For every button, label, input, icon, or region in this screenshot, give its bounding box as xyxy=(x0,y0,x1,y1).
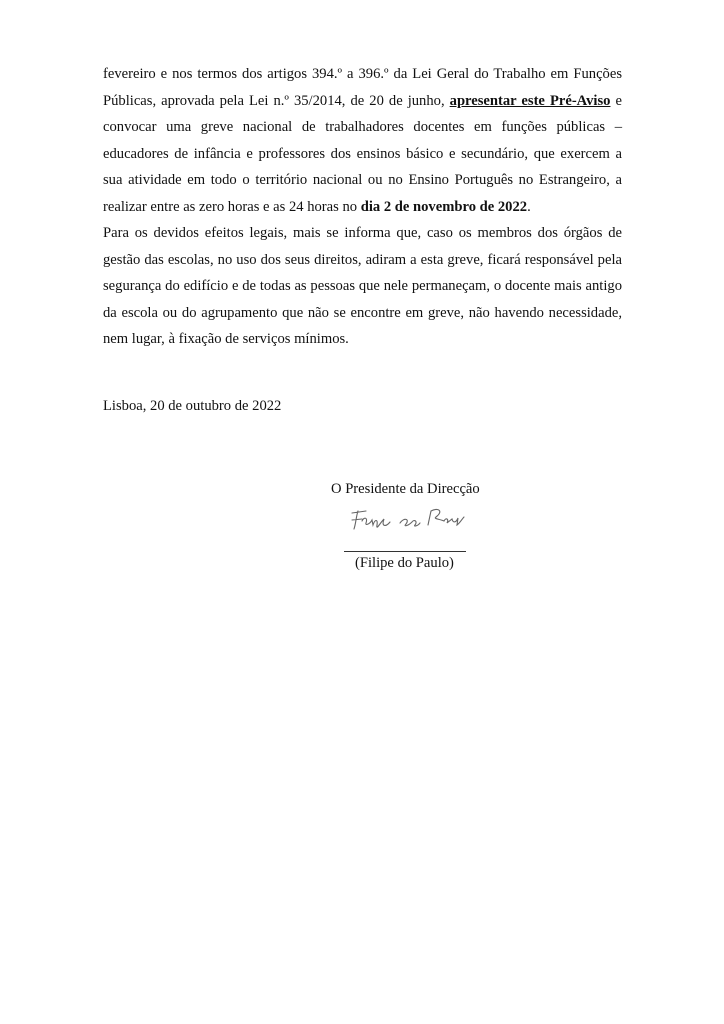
text-line: nem lugar, à fixação de serviços mínimos. xyxy=(103,331,349,348)
text-line: Para os devidos efeitos legais, mais se informa que, caso os membros dos órgãos de xyxy=(103,225,622,241)
emphasis-date: dia 2 de novembro de 2022 xyxy=(360,198,528,215)
text-line: convocar uma greve nacional de trabalhadores docentes em funções públicas – xyxy=(103,119,622,136)
signatory-title: O Presidente da Direcção xyxy=(331,481,480,497)
paragraph-legal-effects xyxy=(103,220,622,353)
signatory-name: (Filipe do Paulo) xyxy=(355,555,454,571)
text-line: realizar entre as zero horas e as 24 horas no dia 2 de novembro de 2022. xyxy=(103,198,531,215)
paragraph-strike-notice xyxy=(103,61,622,221)
signature-line xyxy=(344,551,466,552)
place-date: Lisboa, 20 de outubro de 2022 xyxy=(103,398,282,414)
text-line: educadores de infância e professores dos ensinos básico e secundário, que exercem a xyxy=(103,145,622,162)
text-line: Públicas, aprovada pela Lei n.º 35/2014, de 20 de junho, apresentar este Pré-Aviso e xyxy=(103,92,622,109)
handwritten-signature xyxy=(348,505,468,533)
text-line: segurança do edifício e de todas as pessoas que nele permaneçam, o docente mais antigo xyxy=(103,278,622,295)
emphasis-pre-aviso: apresentar este Pré-Aviso xyxy=(449,92,611,109)
text-line: sua atividade em todo o território nacional ou no Ensino Português no Estrangeiro, a xyxy=(103,172,622,189)
text-line: da escola ou do agrupamento que não se encontre em greve, não havendo necessidade, xyxy=(103,304,622,321)
text-line: gestão das escolas, no uso dos seus direitos, adiram a esta greve, ficará responsável pela xyxy=(103,251,622,268)
text-line: fevereiro e nos termos dos artigos 394.º a 396.º da Lei Geral do Trabalho em Funções xyxy=(103,66,622,82)
